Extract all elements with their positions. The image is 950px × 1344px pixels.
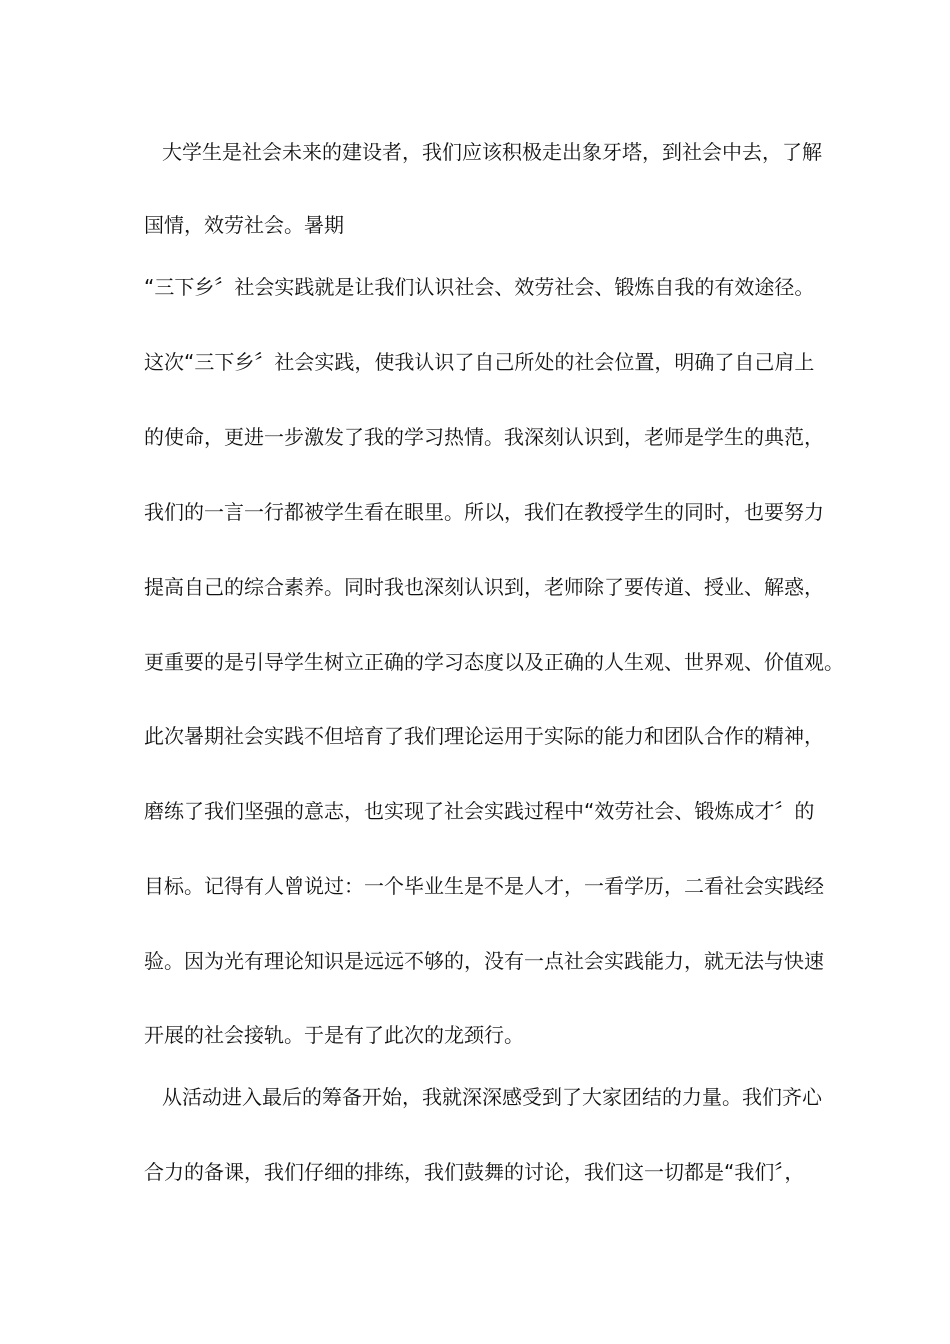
paragraph-1-line-8: 更重要的是引导学生树立正确的学习态度以及正确的人生观、世界观、价值观。: [144, 650, 844, 674]
paragraph-1-line-7: 提高自己的综合素养。同时我也深刻认识到，老师除了要传道、授业、解惑，: [144, 575, 824, 599]
paragraph-1-line-2: 国情，效劳社会。暑期: [144, 213, 344, 237]
paragraph-2-line-2: 合力的备课，我们仔细的排练，我们鼓舞的讨论，我们这一切都是“我们〞，: [144, 1160, 805, 1184]
paragraph-1-line-13: 开展的社会接轨。于是有了此次的龙颈行。: [144, 1023, 524, 1047]
paragraph-1-line-4: 这次“三下乡〞社会实践，使我认识了自己所处的社会位置，明确了自己肩上: [144, 350, 815, 374]
paragraph-1-line-6: 我们的一言一行都被学生看在眼里。所以，我们在教授学生的同时，也要努力: [144, 500, 824, 524]
paragraph-1-line-11: 目标。记得有人曾说过：一个毕业生是不是人才，一看学历，二看社会实践经: [144, 874, 824, 898]
paragraph-1-line-1: 大学生是社会未来的建设者，我们应该积极走出象牙塔，到社会中去，了解: [162, 140, 822, 164]
paragraph-1-line-10: 磨练了我们坚强的意志，也实现了社会实践过程中“效劳社会、锻炼成才〞的: [144, 799, 815, 823]
paragraph-1-line-9: 此次暑期社会实践不但培育了我们理论运用于实际的能力和团队合作的精神，: [144, 724, 824, 748]
paragraph-1-line-3: “三下乡〞社会实践就是让我们认识社会、效劳社会、锻炼自我的有效途径。: [144, 275, 815, 299]
paragraph-2-line-1: 从活动进入最后的筹备开始，我就深深感受到了大家团结的力量。我们齐心: [162, 1085, 822, 1109]
paragraph-1-line-5: 的使命，更进一步激发了我的学习热情。我深刻认识到，老师是学生的典范，: [144, 425, 824, 449]
paragraph-1-line-12: 验。因为光有理论知识是远远不够的，没有一点社会实践能力，就无法与快速: [144, 949, 824, 973]
